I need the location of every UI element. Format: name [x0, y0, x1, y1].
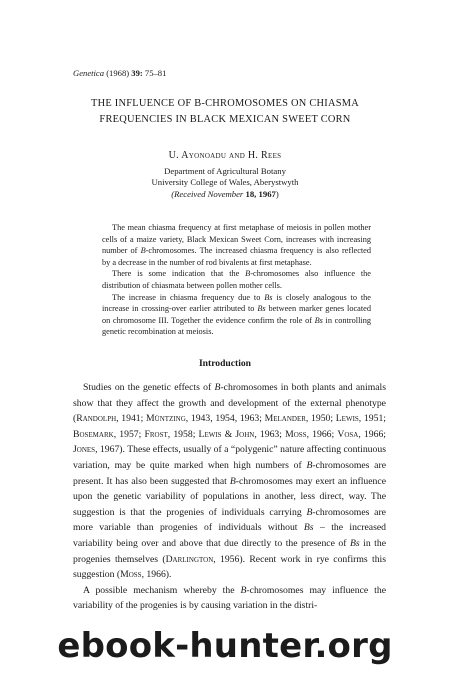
institution: University College of Wales, Aberystwyth [151, 177, 299, 188]
abstract-paragraph: The mean chiasma frequency at first metaphase of meiosis in pollen mother cells of a maize variety, Black Mexican Sweet Corn, increases with increasing number of B-chromosomes. The increased chiasma frequency is also reflected by a decrease in the number of rod bivalents at first metaphase. [102, 223, 372, 267]
title-line: THE INFLUENCE OF B-CHROMOSOMES ON CHIASMA [90, 98, 360, 109]
body-paragraph: Studies on the genetic effects of B-chromosomes in both plants and animals show that they affect the growth and development of the external phenotype (Randolph, 1941; Müntzing, 1943, 1954, 1963; Melander, 1950; Lewis, 1951; Bosemark, 1957; Frost, 1958; Lewis & John, 1963; Moss, 1966; Vosa, 1966; Jones, 1967). These effects, usually of a “polygenic” nature affecting continuous variation, may be quite marked when high numbers of B-chromosomes are present. It has also been suggested that B-chromosomes may exert an influence upon the genetic variability of populations in another, less direct, way. The suggestion is that the progenies of individuals carrying B-chromosomes are more variable than progenies of individuals without Bs – the increased variability being over and above that due directly to the presence of Bs in the progenies themselves (Darlington, 1956). Recent work in rye confirms this suggestion (Moss, 1966). [73, 382, 387, 581]
abstract [102, 222, 371, 338]
received-date: (Received November 18, 1967) [171, 188, 279, 199]
abstract-paragraph: There is some indication that the B-chromosomes also influence the distribution of chiasmata between pollen mother cells. [102, 269, 371, 290]
introduction-body [73, 380, 386, 614]
body-paragraph: A possible mechanism whereby the B-chromosomes may influence the variability of the progenies is by causing variation in the distri- [73, 584, 386, 612]
title-line: FREQUENCIES IN BLACK MEXICAN SWEET CORN [99, 114, 351, 125]
journal-pages: 75–81 [144, 68, 167, 78]
section-heading: Introduction [198, 358, 252, 369]
abstract-paragraph: The increase in chiasma frequency due to Bs is closely analogous to the increase in crossing-over earlier attributed to Bs between marker genes located on chromosome III. Together the evidence confirm the role of Bs in controlling genetic recombination at meiosis. [102, 292, 371, 337]
journal-year: (1968) [106, 68, 130, 78]
affiliation [40, 166, 410, 200]
author-line: U. Ayonoadu and H. Rees [168, 150, 282, 161]
journal-citation [73, 68, 166, 78]
journal-volume: 39: [131, 68, 143, 78]
watermark-text: ebook-hunter.org [57, 626, 393, 666]
paper-title [40, 96, 410, 128]
journal-name: Genetica [73, 68, 105, 78]
department: Department of Agricultural Botany [164, 166, 286, 176]
